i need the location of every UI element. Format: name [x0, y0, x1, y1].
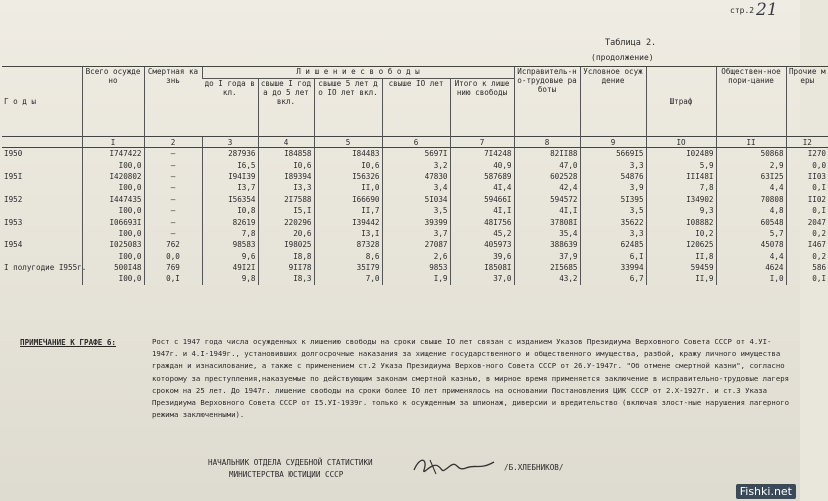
col-number: 5	[314, 137, 382, 148]
table-cell: 5I034	[382, 194, 450, 205]
table-cell: 3,7	[382, 228, 450, 239]
table-cell: 0,2	[786, 228, 828, 239]
table-cell: I,9	[382, 273, 450, 284]
table-cell: 2047	[786, 216, 828, 227]
table-cell: 82II88	[514, 148, 580, 160]
table-cell: I84483	[314, 148, 382, 160]
table-cell: I025083	[82, 239, 144, 250]
row-year: I950	[4, 149, 23, 159]
row-year: I954	[4, 240, 23, 250]
table-cell: 405973	[450, 239, 514, 250]
table-cell: II,0	[314, 182, 382, 193]
table-cell: I00,0	[82, 182, 144, 193]
header-other: Прочие меры	[786, 67, 828, 137]
table-cell: I00,0	[82, 228, 144, 239]
table-cell: I447435	[82, 194, 144, 205]
header-5-to-10: свыше 5 лет до IO лет вкл.	[314, 79, 382, 137]
header-total: Всего осуждено	[82, 67, 144, 137]
col-number: 2	[144, 137, 202, 148]
table-cell: 4,4	[716, 182, 786, 193]
col-number: 9	[580, 137, 646, 148]
table-cell: 20,6	[258, 228, 314, 239]
table-cell: 0,0	[786, 159, 828, 170]
table-cell: I3,3	[258, 182, 314, 193]
table-cell: I20625	[646, 239, 716, 250]
table-cell: 2I5685	[514, 262, 580, 273]
table-cell: 220296	[258, 216, 314, 227]
header-over-10: свыше IO лет	[382, 79, 450, 137]
table-cell: I0,2	[646, 228, 716, 239]
table-cell: 49I2I	[202, 262, 258, 273]
watermark-logo: Fishki.net	[736, 484, 796, 499]
table-cell: 39,6	[450, 251, 514, 262]
table-cell: 45078	[716, 239, 786, 250]
table-cell: 9,8	[202, 273, 258, 284]
table-row	[2, 182, 828, 193]
table-cell: 3,9	[580, 182, 646, 193]
table-cell: I66690	[314, 194, 382, 205]
table-cell: 7I4248	[450, 148, 514, 160]
table-cell: I00,0	[82, 205, 144, 216]
row-year: I полугодие I955г.	[4, 263, 87, 273]
table-cell: II,7	[314, 205, 382, 216]
table-cell: 33994	[580, 262, 646, 273]
table-cell: I56326	[314, 171, 382, 182]
statistics-table	[2, 66, 828, 285]
table-cell: 5I395	[580, 194, 646, 205]
row-year	[2, 205, 82, 216]
table-cell: I3,I	[314, 228, 382, 239]
table-cell: I467	[786, 239, 828, 250]
table-subtitle: (продолжение)	[591, 53, 654, 62]
table-body	[2, 148, 828, 285]
table-cell: 5,7	[716, 228, 786, 239]
table-row	[2, 251, 828, 262]
note-text: Рост с 1947 года числа осужденных к лишению свободы на сроки свыше IO лет связан с изданием Указов Президиума Верховного Совета СССР от 4.УI-1947г. и 4.I-1949г., установивших долгосрочные наказания за хищение государственного и общественного имущества, разбой, кражу личного имущества граждан и изнасилование, а также с применением ст.2 Указа Президиума Верхов-ного Совета СССР от 26.У-1947г. "Об отмене смертной казни", согласно которому за преступления,наказуемые по действующим законам смертной казнью, в мирное время применяется заключение в исправительно-трудовые лагеря сроком на 25 лет. До 1947г. лишение свободы на сроки более IO лет применялось на основании Постановления ЦИК СССР от 2.Х-1927г. и ст.3 Указа Президиума Верховного Совета СССР от I5.УI-1939г. только к осужденным за шпионаж, диверсии и вредительство (включая злост-ные нарушения лагерного режима заключенными).	[152, 337, 789, 420]
table-cell: 2,6	[382, 251, 450, 262]
table-cell: 9II78	[258, 262, 314, 273]
table-cell: 6,7	[580, 273, 646, 284]
table-cell: I0,6	[314, 159, 382, 170]
table-cell: –	[144, 148, 202, 160]
col-number: I	[82, 137, 144, 148]
table-cell: 2I7588	[258, 194, 314, 205]
table-cell: 3,5	[382, 205, 450, 216]
table-row	[2, 194, 828, 205]
table-cell: 594572	[514, 194, 580, 205]
col-number: I2	[786, 137, 828, 148]
table-cell: I8,8	[258, 251, 314, 262]
row-year	[2, 251, 82, 262]
header-up-to-1: до I года вкл.	[204, 79, 255, 97]
table-cell: 2,9	[716, 159, 786, 170]
table-cell: 8,6	[314, 251, 382, 262]
table-cell: 0,I	[786, 205, 828, 216]
header-1-to-5: свыше I года до 5 лет вкл.	[258, 79, 314, 137]
table-row	[2, 228, 828, 239]
note-label: ПРИМЕЧАНИЕ К ГРАФЕ 6:	[20, 338, 117, 347]
table-cell: I,0	[716, 273, 786, 284]
table-cell: 40,9	[450, 159, 514, 170]
header-fine: Штраф	[646, 67, 716, 137]
table-cell: 42,4	[514, 182, 580, 193]
table-cell: 3,3	[580, 228, 646, 239]
table-cell: I00,0	[82, 251, 144, 262]
table-cell: 62485	[580, 239, 646, 250]
table-row	[2, 273, 828, 284]
table-cell: 59466I	[450, 194, 514, 205]
table-cell: 87328	[314, 239, 382, 250]
table-cell: 287936	[202, 148, 258, 160]
row-year: I953	[4, 217, 23, 227]
table-cell: 7,0	[314, 273, 382, 284]
table-cell: 48I756	[450, 216, 514, 227]
signatory-title-line1: НАЧАЛЬНИК ОТДЕЛА СУДЕБНОЙ СТАТИСТИКИ	[208, 458, 373, 467]
table-cell: I89394	[258, 171, 314, 182]
table-cell: 37,9	[514, 251, 580, 262]
table-cell: I06693I	[82, 216, 144, 227]
table-cell: 586	[786, 262, 828, 273]
table-cell: 3,5	[580, 205, 646, 216]
row-year	[2, 159, 82, 170]
table-cell: 5697I	[382, 148, 450, 160]
table-cell: I00,0	[82, 159, 144, 170]
table-row	[2, 262, 828, 273]
table-cell: 70808	[716, 194, 786, 205]
table-row	[2, 148, 828, 160]
table-cell: 769	[144, 262, 202, 273]
table-cell: 50868	[716, 148, 786, 160]
table-cell: III48I	[646, 171, 716, 182]
col-number: IO	[646, 137, 716, 148]
col-number: 6	[382, 137, 450, 148]
table-cell: –	[144, 228, 202, 239]
table-cell: 9,3	[646, 205, 716, 216]
table-cell: I0,6	[258, 159, 314, 170]
table-cell: 500I48	[82, 262, 144, 273]
table-cell: 5,9	[646, 159, 716, 170]
table-cell: –	[144, 205, 202, 216]
table-cell: 4I,4	[450, 182, 514, 193]
table-cell: 37,0	[450, 273, 514, 284]
table-cell: I5,I	[258, 205, 314, 216]
table-row	[2, 205, 828, 216]
table-cell: I420802	[82, 171, 144, 182]
table-cell: I270	[786, 148, 828, 160]
table-cell: 60548	[716, 216, 786, 227]
table-row	[2, 216, 828, 227]
signatory-title-line2: МИНИСТЕРСТВА ЮСТИЦИИ СССР	[229, 470, 344, 479]
table-cell: 4I,I	[514, 205, 580, 216]
table-row	[2, 159, 828, 170]
table-cell: 3,4	[382, 182, 450, 193]
table-cell: I02489	[646, 148, 716, 160]
col-number: 8	[514, 137, 580, 148]
table-cell: –	[144, 182, 202, 193]
table-cell: 35I79	[314, 262, 382, 273]
table-cell: 4,4	[716, 251, 786, 262]
header-total-deprivation: Итого к лишению свободы	[450, 79, 514, 137]
table-cell: 388639	[514, 239, 580, 250]
col-number: 4	[258, 137, 314, 148]
table-cell: 43,2	[514, 273, 580, 284]
table-cell: II,8	[646, 251, 716, 262]
table-title: Таблица 2.	[605, 38, 657, 48]
row-year: I95I	[4, 171, 23, 181]
header-deprivation: Л и ш е н и е с в о б о д ы	[202, 67, 514, 79]
table-cell: I747422	[82, 148, 144, 160]
table-cell: 587689	[450, 171, 514, 182]
table-cell: I08882	[646, 216, 716, 227]
table-cell: 762	[144, 239, 202, 250]
col-number: II	[716, 137, 786, 148]
table-cell: –	[144, 159, 202, 170]
table-cell: I39442	[314, 216, 382, 227]
table-cell: I3,7	[202, 182, 258, 193]
handwritten-page-number: 21	[756, 0, 778, 20]
table-cell: –	[144, 194, 202, 205]
table-cell: 7,8	[202, 228, 258, 239]
header-death: Смертная казнь	[144, 67, 202, 137]
table-cell: I00,0	[82, 273, 144, 284]
table-cell: I94I39	[202, 171, 258, 182]
table-cell: 59459	[646, 262, 716, 273]
table-cell: I98025	[258, 239, 314, 250]
header-years: Г о д ы	[2, 67, 82, 137]
table-cell: 602528	[514, 171, 580, 182]
table-cell: 3,3	[580, 159, 646, 170]
table-cell: II03	[786, 171, 828, 182]
table-cell: I0,8	[202, 205, 258, 216]
table-cell: –	[144, 171, 202, 182]
table-cell: 0,I	[786, 182, 828, 193]
table-cell: 37808I	[514, 216, 580, 227]
col-number: 7	[450, 137, 514, 148]
table-cell: 82619	[202, 216, 258, 227]
table-cell: 0,I	[144, 273, 202, 284]
col-number-blank	[2, 137, 82, 148]
table-cell: 4624	[716, 262, 786, 273]
table-cell: 0,I	[786, 273, 828, 284]
table-row	[2, 171, 828, 182]
table-cell: 6,I	[580, 251, 646, 262]
table-cell: 9,6	[202, 251, 258, 262]
row-year	[2, 273, 82, 284]
table-cell: I8508I	[450, 262, 514, 273]
table-cell: I6,5	[202, 159, 258, 170]
table-cell: 35,4	[514, 228, 580, 239]
col-number: 3	[202, 137, 258, 148]
table-cell: 5669I5	[580, 148, 646, 160]
table-cell: I8,3	[258, 273, 314, 284]
row-year	[2, 182, 82, 193]
table-cell: 0,0	[144, 251, 202, 262]
header-censure: Обществен-ное пори-цание	[716, 67, 786, 137]
table-cell: 4,8	[716, 205, 786, 216]
table-cell: 63I25	[716, 171, 786, 182]
header-conditional: Условное осуждение	[580, 67, 646, 137]
page-label: стр.2	[730, 6, 755, 15]
table-cell: I34902	[646, 194, 716, 205]
table-cell: II02	[786, 194, 828, 205]
table-cell: 47830	[382, 171, 450, 182]
table-row	[2, 239, 828, 250]
table-cell: 9853	[382, 262, 450, 273]
table-cell: 35622	[580, 216, 646, 227]
table-cell: I56354	[202, 194, 258, 205]
table-cell: I84858	[258, 148, 314, 160]
table-cell: 3,2	[382, 159, 450, 170]
table-cell: 27087	[382, 239, 450, 250]
table-cell: –	[144, 216, 202, 227]
table-cell: 98583	[202, 239, 258, 250]
table-cell: 4I,I	[450, 205, 514, 216]
table-cell: 47,0	[514, 159, 580, 170]
row-year	[2, 228, 82, 239]
table-cell: 7,8	[646, 182, 716, 193]
table-cell: 54876	[580, 171, 646, 182]
table-cell: 0,2	[786, 251, 828, 262]
row-year: I952	[4, 194, 23, 204]
table-cell: 45,2	[450, 228, 514, 239]
handwritten-signature	[410, 452, 500, 480]
header-correctional: Исправитель-но-трудовые работы	[514, 67, 580, 137]
table-cell: II,9	[646, 273, 716, 284]
table-cell: 39399	[382, 216, 450, 227]
signatory-name: /Б.ХЛЕБНИКОВ/	[504, 463, 564, 472]
